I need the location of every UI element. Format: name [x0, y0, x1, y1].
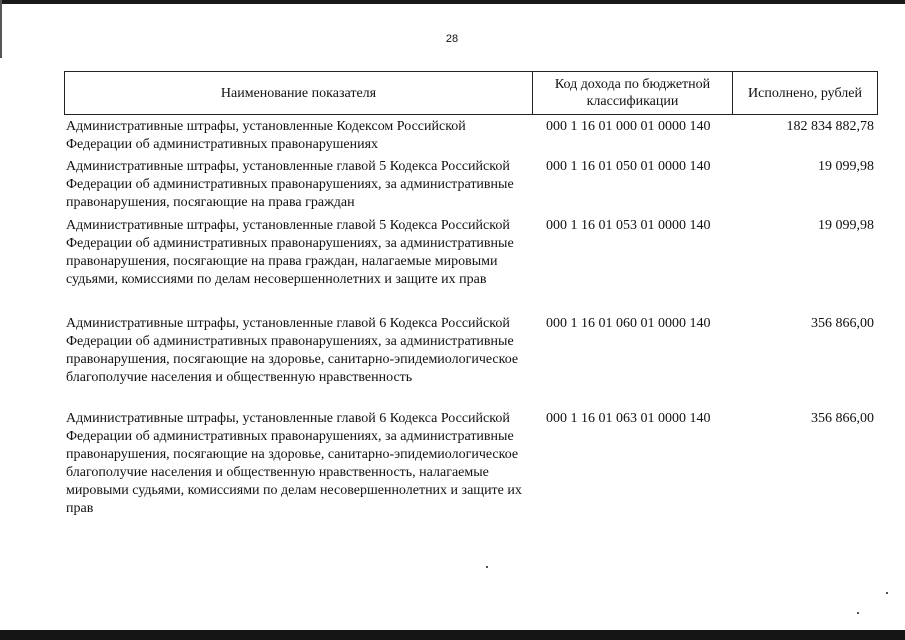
scan-edge-bottom [0, 630, 905, 640]
page-number: 28 [445, 33, 459, 45]
row-name: Административные штрафы, установленные главой 6 Кодекса Российской Федерации об административных правонарушениях, за административные правонарушения, посягающие на здоровье, санитарно-эпидемиологическое благополучие населения и общественную нравственность, налагаемые мировыми судьями, комиссиями по делам несовершеннолетних и защите их прав [66, 411, 522, 516]
scan-speck [886, 592, 888, 594]
row-amount: 19 099,98 [818, 218, 874, 233]
row-name: Административные штрафы, установленные главой 5 Кодекса Российской Федерации об административных правонарушениях, за административные правонарушения, посягающие на права граждан [66, 159, 514, 210]
row-code: 000 1 16 01 053 01 0000 140 [546, 218, 711, 233]
table-row [64, 410, 878, 520]
row-name: Административные штрафы, установленные главой 5 Кодекса Российской Федерации об административных правонарушениях, за административные правонарушения, посягающие на права граждан, налагаемые мировыми судьями, комиссиями по делам несовершеннолетних и защите их прав [66, 218, 514, 287]
header-amount: Исполнено, рублей [748, 85, 862, 101]
table-body [64, 118, 878, 520]
header-code: Код дохода по бюджетной классификации [533, 72, 733, 114]
header-name: Наименование показателя [65, 72, 533, 114]
table-row [64, 158, 878, 217]
row-name: Административные штрафы, установленные главой 6 Кодекса Российской Федерации об административных правонарушениях, за административные правонарушения, посягающие на здоровье, санитарно-эпидемиологическое благополучие населения и общественную нравственность [66, 316, 519, 385]
row-name: Административные штрафы, установленные Кодексом Российской Федерации об административных правонарушениях [66, 119, 466, 152]
table-row [64, 118, 878, 158]
table-header [64, 71, 878, 115]
scan-speck [857, 612, 859, 614]
scan-edge-top [0, 0, 905, 4]
row-code: 000 1 16 01 063 01 0000 140 [546, 411, 711, 426]
row-amount: 356 866,00 [811, 316, 874, 331]
scan-speck [486, 566, 488, 568]
row-amount: 356 866,00 [811, 411, 874, 426]
row-code: 000 1 16 01 060 01 0000 140 [546, 316, 711, 331]
row-amount: 19 099,98 [818, 159, 874, 174]
scan-edge-left [0, 0, 2, 58]
table-row [64, 217, 878, 315]
table-row [64, 315, 878, 410]
row-code: 000 1 16 01 000 01 0000 140 [546, 119, 711, 134]
row-code: 000 1 16 01 050 01 0000 140 [546, 159, 711, 174]
row-amount: 182 834 882,78 [786, 119, 874, 134]
